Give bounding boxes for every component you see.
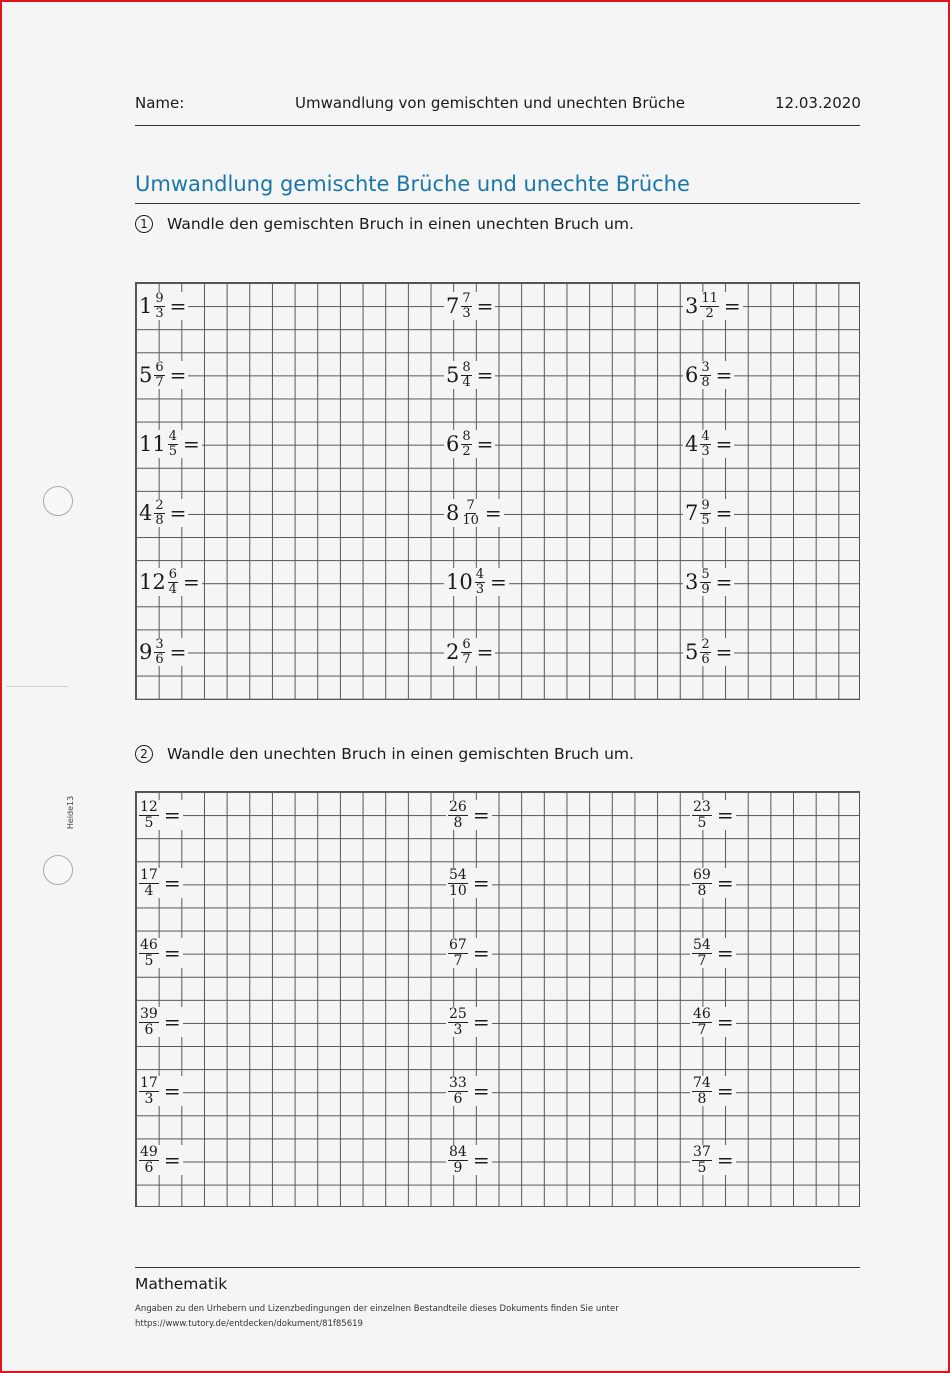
numerator: 67	[449, 937, 467, 953]
equals-sign: =	[715, 432, 733, 457]
denominator: 4	[168, 581, 178, 597]
fold-mark	[6, 686, 68, 687]
numerator: 69	[693, 867, 711, 883]
denominator: 5	[701, 512, 710, 528]
fraction	[139, 1145, 159, 1175]
whole-number: 8	[446, 500, 460, 525]
task-1-number: 1	[135, 215, 153, 233]
whole-number: 6	[685, 362, 699, 387]
denominator: 8	[697, 882, 707, 899]
fraction	[692, 938, 712, 968]
numerator: 3	[701, 360, 710, 375]
denominator: 3	[475, 581, 485, 597]
fraction	[700, 292, 719, 320]
denominator: 9	[453, 1159, 463, 1176]
numerator: 3	[155, 637, 164, 652]
fraction	[139, 1076, 159, 1106]
denominator: 7	[462, 651, 471, 667]
improper-fraction-exercise	[137, 1076, 183, 1106]
mixed-fraction-exercise	[137, 568, 202, 596]
mixed-fraction-exercise	[444, 499, 504, 527]
numerator: 17	[140, 867, 158, 883]
fraction	[475, 568, 485, 596]
equals-sign: =	[472, 941, 490, 966]
denominator: 6	[155, 651, 164, 667]
whole-number: 4	[685, 431, 699, 456]
improper-fraction-exercise	[446, 800, 492, 830]
whole-number: 1	[139, 293, 153, 318]
whole-number: 4	[139, 500, 153, 525]
mixed-fraction-exercise	[137, 292, 188, 320]
fraction	[139, 868, 159, 898]
numerator: 54	[449, 867, 467, 883]
fraction	[139, 1007, 159, 1037]
improper-fraction-exercise	[690, 800, 736, 830]
numerator: 6	[168, 567, 178, 582]
denominator: 5	[144, 814, 154, 831]
numerator: 4	[168, 429, 178, 444]
denominator: 5	[697, 1159, 707, 1176]
fraction	[700, 499, 710, 527]
task-2-text: Wandle den unechten Bruch in einen gemischten Bruch um.	[167, 745, 634, 763]
mixed-fraction-exercise	[683, 430, 734, 458]
equals-sign: =	[472, 803, 490, 828]
equals-sign: =	[169, 640, 187, 665]
numerator: 8	[462, 360, 471, 375]
footer-note: Angaben zu den Urhebern und Lizenzbedingungen der einzelnen Bestandteile dieses Dokuments finden Sie unter	[135, 1304, 619, 1314]
mixed-fraction-exercise	[444, 361, 495, 389]
equals-sign: =	[163, 803, 181, 828]
whole-number: 12	[139, 569, 166, 594]
improper-fraction-exercise	[446, 1076, 492, 1106]
numerator: 4	[475, 567, 485, 582]
fraction	[154, 361, 164, 389]
improper-fraction-exercise	[690, 1076, 736, 1106]
mixed-fraction-exercise	[683, 568, 734, 596]
fraction	[700, 568, 710, 596]
equals-sign: =	[716, 1079, 734, 1104]
denominator: 8	[155, 512, 164, 528]
fraction	[461, 499, 480, 527]
denominator: 7	[453, 952, 463, 969]
mixed-fraction-exercise	[137, 638, 188, 666]
fraction	[461, 361, 471, 389]
document-header-title: Umwandlung von gemischten und unechten Brüche	[295, 94, 685, 112]
task-2-heading	[135, 745, 634, 763]
denominator: 10	[462, 512, 479, 528]
denominator: 7	[697, 1021, 707, 1038]
fraction	[700, 430, 710, 458]
footer-subject: Mathematik	[135, 1275, 228, 1293]
denominator: 5	[697, 814, 707, 831]
fraction	[692, 1076, 712, 1106]
mixed-fraction-exercise	[444, 638, 495, 666]
improper-fraction-exercise	[137, 938, 183, 968]
whole-number: 2	[446, 639, 460, 664]
whole-number: 10	[446, 569, 473, 594]
numerator: 12	[140, 799, 158, 815]
improper-fraction-exercise	[137, 1007, 183, 1037]
fraction	[139, 938, 159, 968]
fraction	[448, 1076, 468, 1106]
numerator: 6	[462, 637, 471, 652]
improper-fraction-exercise	[446, 1145, 492, 1175]
improper-fraction-exercise	[137, 800, 183, 830]
fraction	[154, 638, 164, 666]
numerator: 49	[140, 1144, 158, 1160]
improper-fraction-exercise	[137, 868, 183, 898]
denominator: 4	[144, 882, 154, 899]
equals-sign: =	[715, 570, 733, 595]
task-2-number: 2	[135, 745, 153, 763]
mixed-fraction-exercise	[683, 499, 734, 527]
denominator: 3	[155, 305, 164, 321]
denominator: 5	[144, 952, 154, 969]
numerator: 74	[693, 1075, 711, 1091]
improper-fraction-exercise	[446, 938, 492, 968]
fraction	[168, 430, 178, 458]
fraction	[692, 1145, 712, 1175]
equals-sign: =	[716, 871, 734, 896]
equals-sign: =	[163, 871, 181, 896]
denominator: 2	[462, 443, 471, 459]
fraction	[448, 1145, 468, 1175]
footer-rule	[135, 1267, 860, 1268]
footer-link: https://www.tutory.de/entdecken/dokument/81f85619	[135, 1319, 363, 1329]
whole-number: 11	[139, 431, 166, 456]
whole-number: 6	[446, 431, 460, 456]
numerator: 5	[701, 567, 710, 582]
equals-sign: =	[163, 1010, 181, 1035]
improper-fraction-exercise	[690, 938, 736, 968]
equals-sign: =	[472, 871, 490, 896]
equals-sign: =	[723, 294, 741, 319]
denominator: 8	[697, 1090, 707, 1107]
denominator: 7	[155, 374, 164, 390]
improper-fraction-exercise	[690, 1145, 736, 1175]
fraction	[700, 638, 710, 666]
fraction	[461, 430, 471, 458]
side-label: Heide13	[66, 795, 76, 830]
equals-sign: =	[169, 294, 187, 319]
numerator: 2	[701, 637, 710, 652]
denominator: 6	[453, 1090, 463, 1107]
mixed-fraction-exercise	[444, 430, 495, 458]
fraction	[461, 638, 471, 666]
mixed-fraction-exercise	[137, 499, 188, 527]
task-1-heading	[135, 215, 634, 233]
denominator: 10	[449, 882, 467, 899]
mixed-fraction-exercise	[137, 361, 188, 389]
fraction	[154, 499, 164, 527]
fraction	[692, 1007, 712, 1037]
equals-sign: =	[716, 803, 734, 828]
equals-sign: =	[169, 363, 187, 388]
improper-fraction-exercise	[137, 1145, 183, 1175]
equals-sign: =	[183, 432, 200, 457]
whole-number: 5	[685, 639, 699, 664]
title-rule	[135, 203, 860, 204]
numerator: 37	[693, 1144, 711, 1160]
numerator: 23	[693, 799, 711, 815]
denominator: 6	[701, 651, 710, 667]
whole-number: 5	[139, 362, 153, 387]
numerator: 46	[140, 937, 158, 953]
equals-sign: =	[476, 363, 494, 388]
page-title: Umwandlung gemischte Brüche und unechte Brüche	[135, 172, 690, 196]
mixed-fraction-exercise	[683, 361, 734, 389]
task-1-text: Wandle den gemischten Bruch in einen unechten Bruch um.	[167, 215, 634, 233]
numerator: 26	[449, 799, 467, 815]
numerator: 11	[701, 291, 718, 306]
equals-sign: =	[472, 1010, 490, 1035]
equals-sign: =	[715, 501, 733, 526]
fraction	[448, 800, 468, 830]
denominator: 6	[144, 1159, 154, 1176]
mixed-fraction-exercise	[444, 568, 509, 596]
whole-number: 5	[446, 362, 460, 387]
grid-task-1	[135, 282, 860, 700]
equals-sign: =	[169, 501, 187, 526]
denominator: 9	[701, 581, 710, 597]
whole-number: 3	[685, 293, 699, 318]
equals-sign: =	[476, 432, 494, 457]
equals-sign: =	[163, 1148, 181, 1173]
fraction	[168, 568, 178, 596]
fraction	[692, 868, 712, 898]
punch-hole-top	[43, 486, 73, 516]
equals-sign: =	[472, 1079, 490, 1104]
whole-number: 7	[446, 293, 460, 318]
numerator: 17	[140, 1075, 158, 1091]
numerator: 9	[155, 291, 164, 306]
punch-hole-bottom	[43, 855, 73, 885]
fraction	[448, 868, 468, 898]
mixed-fraction-exercise	[683, 292, 743, 320]
equals-sign: =	[484, 501, 502, 526]
fraction	[692, 800, 712, 830]
denominator: 6	[144, 1021, 154, 1038]
fraction	[461, 292, 471, 320]
numerator: 4	[701, 429, 710, 444]
numerator: 7	[466, 498, 475, 513]
fraction	[448, 938, 468, 968]
denominator: 4	[462, 374, 471, 390]
equals-sign: =	[472, 1148, 490, 1173]
mixed-fraction-exercise	[444, 292, 495, 320]
numerator: 33	[449, 1075, 467, 1091]
equals-sign: =	[716, 1148, 734, 1173]
whole-number: 7	[685, 500, 699, 525]
improper-fraction-exercise	[446, 1007, 492, 1037]
fraction	[154, 292, 164, 320]
numerator: 84	[449, 1144, 467, 1160]
denominator: 5	[168, 443, 178, 459]
equals-sign: =	[490, 570, 507, 595]
denominator: 3	[453, 1021, 463, 1038]
mixed-fraction-exercise	[137, 430, 202, 458]
numerator: 46	[693, 1006, 711, 1022]
numerator: 7	[462, 291, 471, 306]
grid-task-2	[135, 791, 860, 1207]
date: 12.03.2020	[775, 94, 861, 112]
improper-fraction-exercise	[446, 868, 492, 898]
equals-sign: =	[183, 570, 200, 595]
equals-sign: =	[715, 640, 733, 665]
equals-sign: =	[716, 941, 734, 966]
numerator: 54	[693, 937, 711, 953]
equals-sign: =	[163, 941, 181, 966]
mixed-fraction-exercise	[683, 638, 734, 666]
equals-sign: =	[476, 294, 494, 319]
equals-sign: =	[716, 1010, 734, 1035]
improper-fraction-exercise	[690, 868, 736, 898]
equals-sign: =	[715, 363, 733, 388]
denominator: 3	[701, 443, 710, 459]
improper-fraction-exercise	[690, 1007, 736, 1037]
fraction	[700, 361, 710, 389]
denominator: 7	[697, 952, 707, 969]
denominator: 8	[701, 374, 710, 390]
name-label: Name:	[135, 94, 185, 112]
numerator: 25	[449, 1006, 467, 1022]
equals-sign: =	[476, 640, 494, 665]
denominator: 3	[462, 305, 471, 321]
denominator: 8	[453, 814, 463, 831]
equals-sign: =	[163, 1079, 181, 1104]
numerator: 2	[155, 498, 164, 513]
numerator: 9	[701, 498, 710, 513]
numerator: 39	[140, 1006, 158, 1022]
denominator: 3	[144, 1090, 154, 1107]
numerator: 8	[462, 429, 471, 444]
whole-number: 3	[685, 569, 699, 594]
denominator: 2	[705, 305, 714, 321]
numerator: 6	[155, 360, 164, 375]
header-rule	[135, 125, 860, 126]
fraction	[139, 800, 159, 830]
fraction	[448, 1007, 468, 1037]
whole-number: 9	[139, 639, 153, 664]
